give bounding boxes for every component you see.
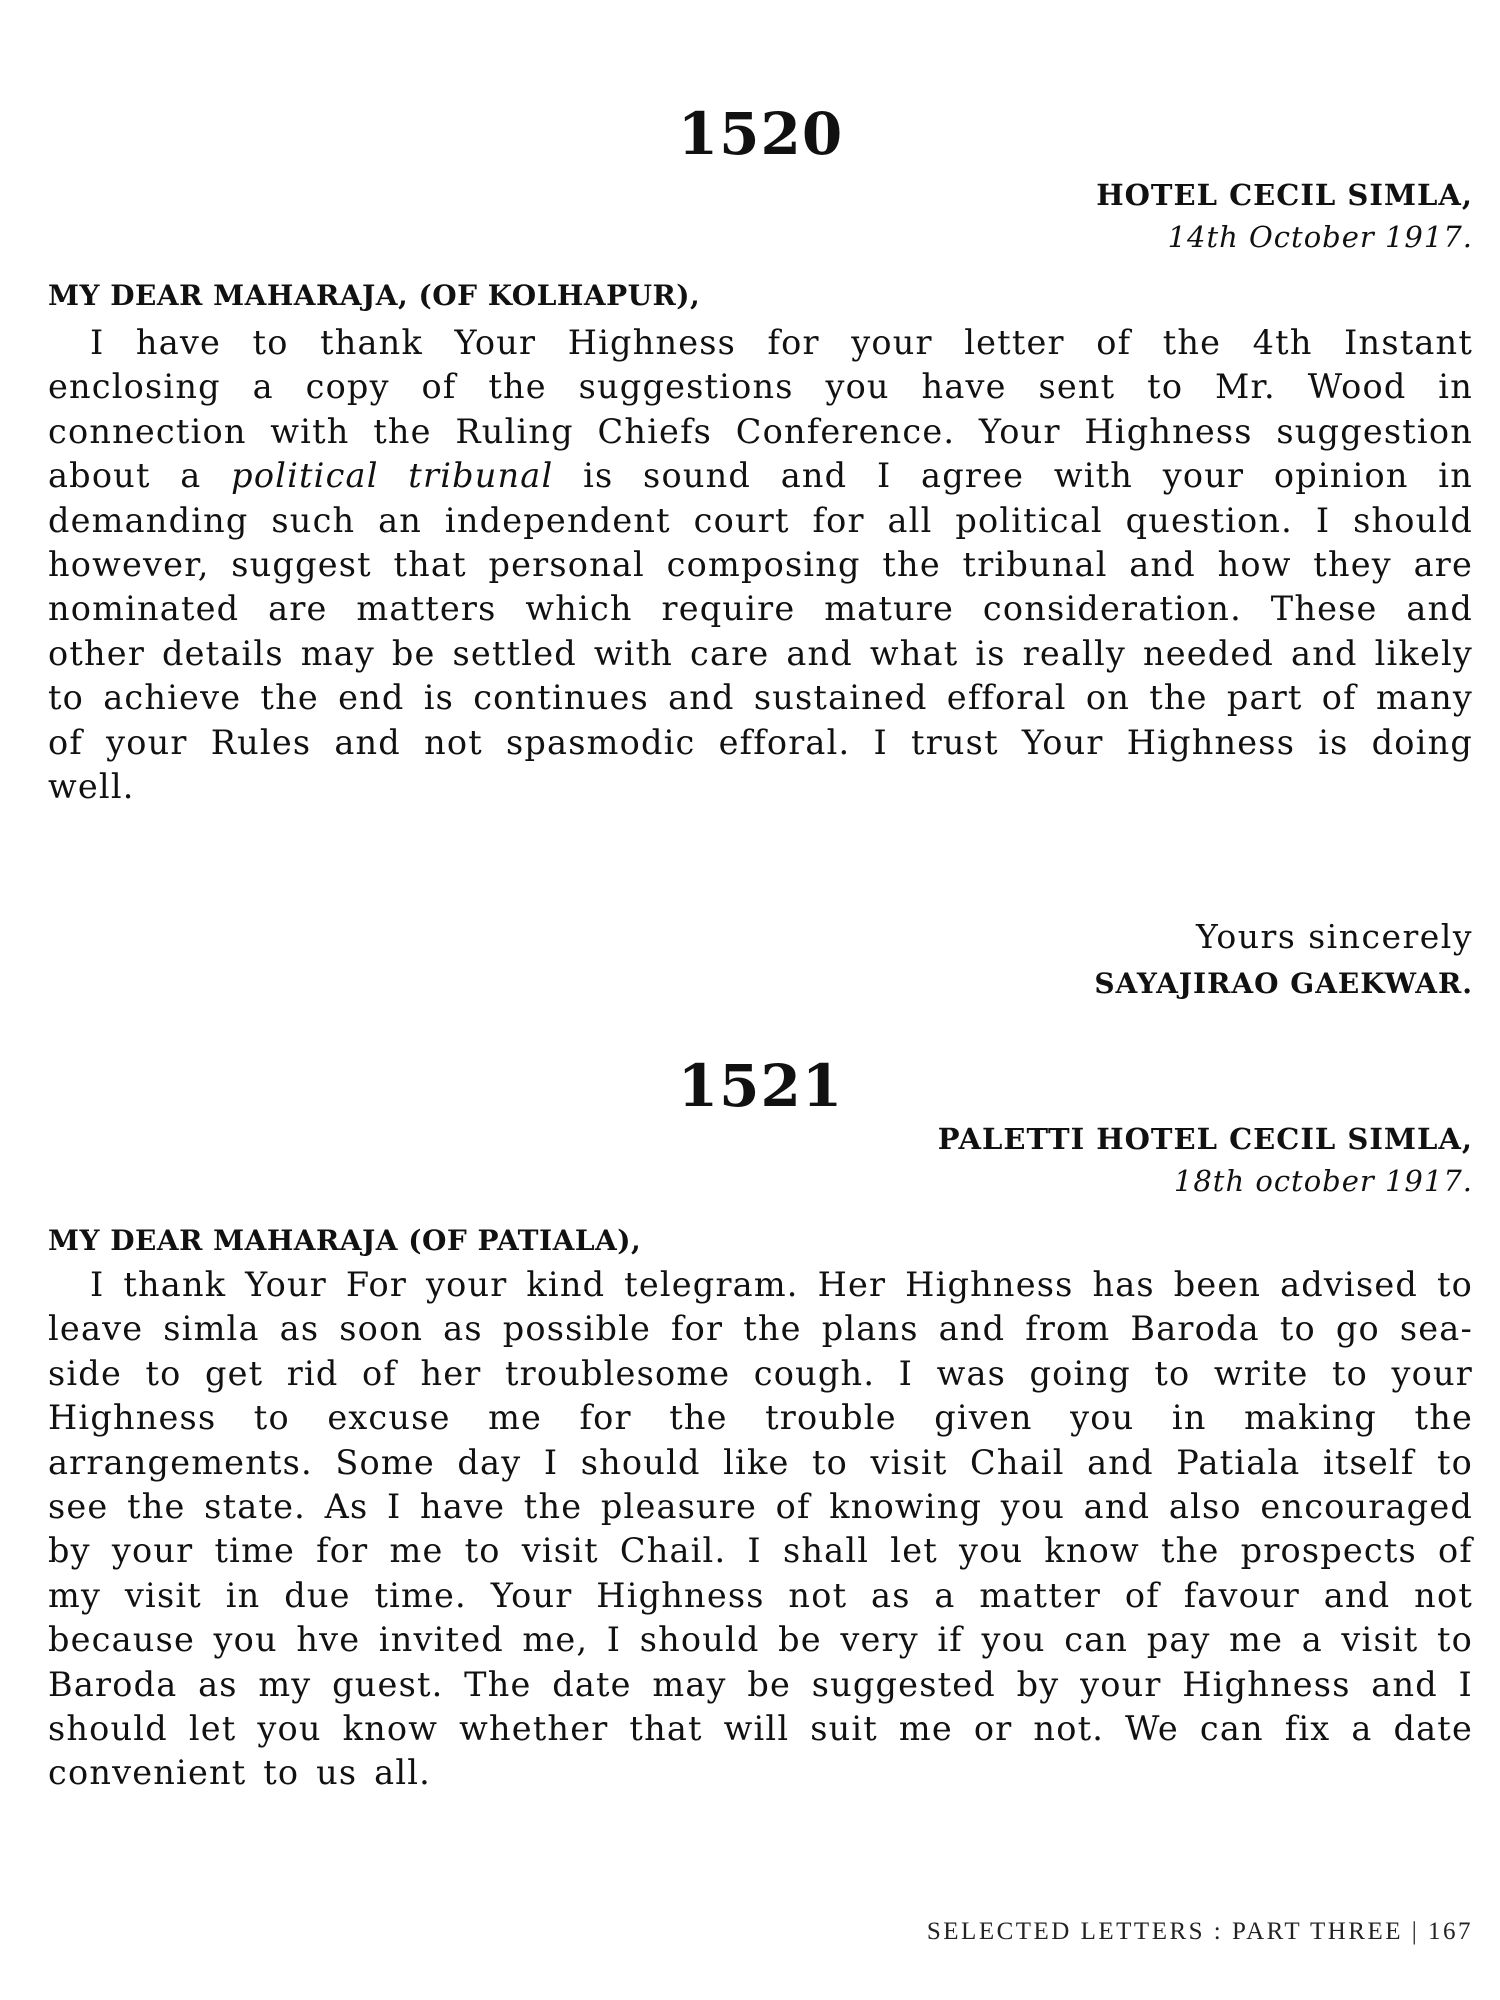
letter-salutation: MY DEAR MAHARAJA, (OF KOLHAPUR), [48,279,701,312]
letter-number: 1520 [677,100,844,168]
letter-salutation: MY DEAR MAHARAJA (OF PATIALA), [48,1224,642,1257]
letter-body-emphasis: political tribunal [231,456,554,496]
letter-place: PALETTI HOTEL CECIL SIMLA, [937,1122,1473,1156]
letter-date: 14th October 1917. [1167,220,1473,254]
letter-body [48,321,1473,809]
letter-date: 18th october 1917. [1173,1164,1473,1198]
letter-signature: SAYAJIRAO GAEKWAR. [1094,967,1473,1000]
letter-body: I thank Your For your kind telegram. Her Highness has been advised to leave simla as soon as possible for the plans and from Baroda to go sea-side to get rid of her troublesome cough. I was going to write to your Highness to excuse me for the trouble given you in making the arrangements. Some day I should like to visit Chail and Patiala itself to see the state. As I have the pleasure of knowing you and also encouraged by your time for me to visit Chail. I shall let you know the prospects of my visit in due time. Your Highness not as a matter of favour and not because you hve invited me, I should be very if you can pay me a visit to Baroda as my guest. The date may be suggested by your Highness and I should let you know whether that will suit me or not. We can fix a date convenient to us all. [48,1265,1473,1793]
letter-number: 1521 [677,1052,844,1120]
letter-place: HOTEL CECIL SIMLA, [1096,178,1473,212]
letter-body-part1: I have to thank Your Highness for your letter of the 4th Instant enclosing a copy of the suggestions you have sent to Mr. Wood in connection with the Ruling Chiefs Conference. Your Highness suggestion about a [48,323,1473,496]
document-page [48,0,1473,2000]
page-footer: SELECTED LETTERS : PART THREE | 167 [926,1918,1473,1945]
letter-closing: Yours sincerely [1196,917,1473,956]
letter-body-part2: is sound and I agree with your opinion in demanding such an independent court for all political question. I should however, suggest that personal composing the tribunal and how they are nominated are matters which require mature consideration. These and other details may be settled with care and what is really needed and likely to achieve the end is continues and sustained efforal on the part of many of your Rules and not spasmodic efforal. I trust Your Highness is doing well. [48,456,1474,807]
